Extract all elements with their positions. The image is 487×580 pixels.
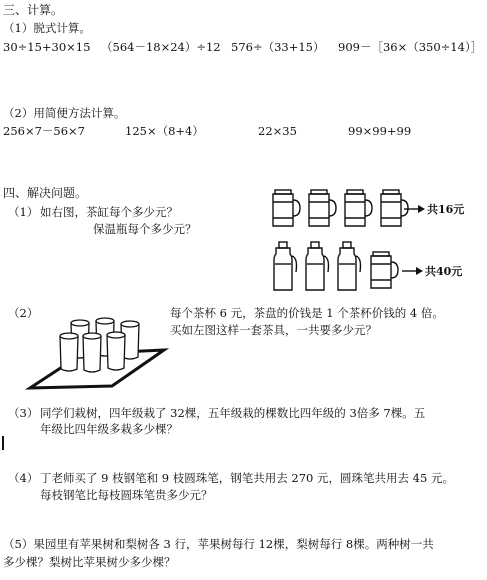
q1-number: （1）	[8, 205, 39, 219]
mug-icon	[381, 190, 408, 226]
q5-line1: （5）果园里有苹果树和梨树各 3 行，苹果树每行 12棵，梨树每行 8棵。两种树一共	[3, 537, 434, 551]
q4-line1: 丁老师买了 9 枝钢笔和 9 枝圆珠笔，钢笔共用去 270 元，圆珠笔共用去 45 元。	[40, 471, 454, 485]
flask-icon	[274, 242, 297, 290]
q1-line2: 保温瓶每个多少元？	[93, 222, 197, 236]
q3-number: （3）	[8, 406, 39, 420]
flask-icon	[306, 242, 329, 290]
q3-line2: 年级比四年级多栽多少棵？	[40, 422, 178, 436]
part1-label: （1）脱式计算。	[3, 21, 91, 35]
simplify-problem-1: 256×7－56×7	[3, 124, 85, 138]
q2-line1: 每个茶杯 6 元，茶盘的价钱是 1 个茶杯价钱的 4 倍。	[170, 306, 444, 320]
text-cursor	[2, 436, 4, 450]
part2-label: （2）用简便方法计算。	[3, 106, 126, 120]
q5-line2: 多少棵？梨树比苹果树少多少棵？	[3, 555, 176, 569]
q4-number: （4）	[8, 471, 39, 485]
flasks-total-label: 共40元	[425, 265, 463, 278]
mug-icon	[371, 252, 398, 288]
flask-icon	[338, 242, 361, 290]
simplify-problem-2: 125×（8+4）	[125, 124, 204, 138]
q2-number: （2）	[8, 306, 39, 320]
simplify-problem-4: 99×99+99	[348, 124, 412, 138]
section3-heading: 三、计算。	[3, 3, 64, 17]
mug-icon	[345, 190, 372, 226]
tea-set-figure	[24, 314, 170, 392]
calc-problem-3: 576÷（33+15）	[231, 40, 325, 54]
mug-icon	[309, 190, 336, 226]
q3-line1: 同学们栽树，四年级栽了 32棵，五年级栽的棵数比四年级的 3倍多 7棵。五	[40, 406, 426, 420]
q4-line2: 每枝钢笔比每枝圆珠笔贵多少元？	[40, 488, 213, 502]
calc-problem-1: 30÷15+30×15	[3, 40, 91, 54]
simplify-problem-3: 22×35	[258, 124, 297, 138]
q1-line1: 如右图，茶缸每个多少元？	[40, 205, 178, 219]
calc-problem-4: 909－［36×（350÷14）］	[338, 40, 483, 54]
q2-line2: 买如左图这样一套茶具，一共要多少元？	[170, 323, 377, 337]
cups-total-label: 共16元	[427, 203, 465, 216]
section4-heading: 四、解决问题。	[3, 186, 88, 200]
mug-icon	[273, 190, 300, 226]
calc-problem-2: （564－18×24）÷12	[101, 40, 221, 54]
